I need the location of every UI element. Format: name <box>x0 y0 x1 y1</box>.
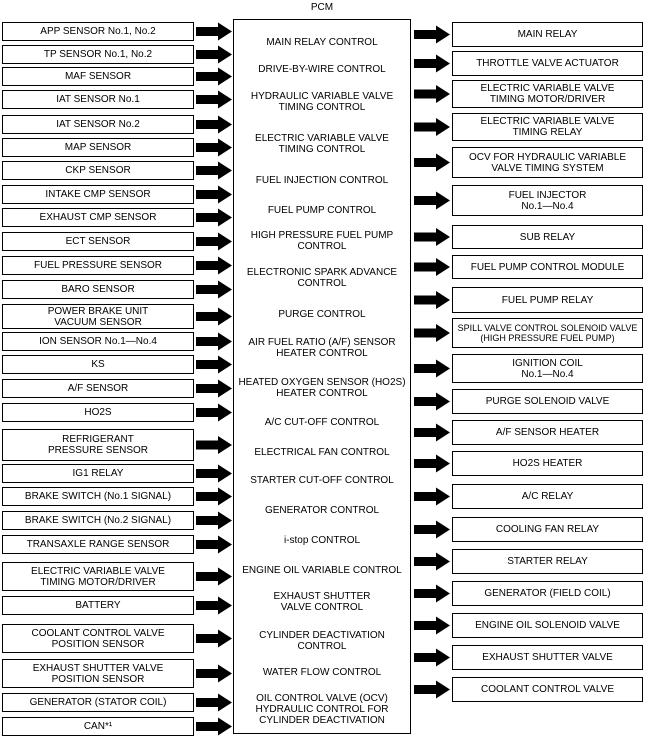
input-arrow <box>196 488 232 506</box>
input-arrow <box>196 68 232 86</box>
pcm-control-function: HYDRAULIC VARIABLE VALVE TIMING CONTROL <box>250 91 394 113</box>
input-arrow <box>196 162 232 180</box>
pcm-control-function: HIGH PRESSURE FUEL PUMP CONTROL <box>250 230 394 252</box>
pcm-control-function: ELECTRONIC SPARK ADVANCE CONTROL <box>246 267 398 289</box>
output-box: ELECTRIC VARIABLE VALVE TIMING RELAY <box>452 113 643 141</box>
output-arrow <box>414 85 450 103</box>
input-box: ECT SENSOR <box>2 232 194 251</box>
input-box: BATTERY <box>2 596 194 615</box>
input-arrow <box>196 694 232 712</box>
output-arrow <box>414 26 450 44</box>
output-arrow <box>414 455 450 473</box>
input-arrow <box>196 665 232 683</box>
output-arrow <box>414 617 450 635</box>
input-arrow <box>196 308 232 326</box>
pcm-control-function: FUEL PUMP CONTROL <box>267 205 377 216</box>
output-box: OCV FOR HYDRAULIC VARIABLE VALVE TIMING SYSTEM <box>452 147 643 178</box>
input-box: REFRIGERANT PRESSURE SENSOR <box>2 429 194 461</box>
input-arrow <box>196 46 232 64</box>
input-arrow <box>196 536 232 554</box>
pcm-control-function: ENGINE OIL VARIABLE CONTROL <box>242 565 402 576</box>
output-box: COOLANT CONTROL VALVE <box>452 677 643 702</box>
output-arrow <box>414 228 450 246</box>
output-box: PURGE SOLENOID VALVE <box>452 389 643 414</box>
input-box: APP SENSOR No.1, No.2 <box>2 22 194 41</box>
output-arrow <box>414 154 450 172</box>
output-box: MAIN RELAY <box>452 22 643 47</box>
input-box: TP SENSOR No.1, No.2 <box>2 45 194 64</box>
output-arrow <box>414 118 450 136</box>
input-arrow <box>196 116 232 134</box>
input-box: ION SENSOR No.1—No.4 <box>2 332 194 351</box>
input-arrow <box>196 139 232 157</box>
output-box: SUB RELAY <box>452 225 643 249</box>
output-arrow <box>414 649 450 667</box>
output-box: EXHAUST SHUTTER VALVE <box>452 645 643 670</box>
input-box: BRAKE SWITCH (No.2 SIGNAL) <box>2 511 194 530</box>
pcm-control-function: FUEL INJECTION CONTROL <box>255 175 389 186</box>
input-arrow <box>196 333 232 351</box>
output-arrow <box>414 258 450 276</box>
pcm-control-function: STARTER CUT-OFF CONTROL <box>250 475 394 486</box>
output-box: STARTER RELAY <box>452 549 643 574</box>
output-arrow <box>414 324 450 342</box>
input-arrow <box>196 512 232 530</box>
output-box: FUEL PUMP RELAY <box>452 287 643 313</box>
output-arrow <box>414 488 450 506</box>
input-arrow <box>196 568 232 586</box>
output-arrow <box>414 585 450 603</box>
output-arrow <box>414 553 450 571</box>
output-arrow <box>414 192 450 210</box>
input-arrow <box>196 404 232 422</box>
input-arrow <box>196 630 232 648</box>
input-box: BRAKE SWITCH (No.1 SIGNAL) <box>2 487 194 506</box>
input-arrow <box>196 436 232 454</box>
output-box: A/C RELAY <box>452 484 643 509</box>
output-arrow <box>414 424 450 442</box>
output-box: A/F SENSOR HEATER <box>452 420 643 445</box>
pcm-control-function: ELECTRIC VARIABLE VALVE TIMING CONTROL <box>255 133 389 155</box>
output-arrow <box>414 55 450 73</box>
pcm-control-function: GENERATOR CONTROL <box>264 505 380 516</box>
output-box: SPILL VALVE CONTROL SOLENOID VALVE (HIGH PRESSURE FUEL PUMP) <box>452 318 643 348</box>
pcm-control-function: OIL CONTROL VALVE (OCV) HYDRAULIC CONTROL FOR CYLINDER DEACTIVATION <box>255 693 389 726</box>
input-arrow <box>196 233 232 251</box>
pcm-control-function: WATER FLOW CONTROL <box>262 667 382 678</box>
output-box: ENGINE OIL SOLENOID VALVE <box>452 613 643 638</box>
output-box: FUEL INJECTOR No.1—No.4 <box>452 185 643 216</box>
input-arrow <box>196 186 232 204</box>
pcm-control-function: EXHAUST SHUTTER VALVE CONTROL <box>273 591 371 613</box>
input-box: EXHAUST SHUTTER VALVE POSITION SENSOR <box>2 659 194 688</box>
output-arrow <box>414 360 450 378</box>
output-arrow <box>414 393 450 411</box>
input-arrow <box>196 23 232 41</box>
input-box: HO2S <box>2 403 194 422</box>
output-arrow <box>414 291 450 309</box>
pcm-control-function: A/C CUT-OFF CONTROL <box>264 417 380 428</box>
input-arrow <box>196 281 232 299</box>
pcm-control-function: HEATED OXYGEN SENSOR (HO2S) HEATER CONTROL <box>238 377 406 399</box>
output-box: IGNITION COIL No.1—No.4 <box>452 354 643 383</box>
input-arrow <box>196 465 232 483</box>
input-box: ELECTRIC VARIABLE VALVE TIMING MOTOR/DRIVER <box>2 562 194 591</box>
input-box: FUEL PRESSURE SENSOR <box>2 256 194 275</box>
output-box: GENERATOR (FIELD COIL) <box>452 581 643 606</box>
input-arrow <box>196 91 232 109</box>
input-arrow <box>196 209 232 227</box>
input-box: EXHAUST CMP SENSOR <box>2 208 194 227</box>
input-box: MAP SENSOR <box>2 138 194 157</box>
pcm-control-function: PURGE CONTROL <box>278 309 366 320</box>
input-arrow <box>196 356 232 374</box>
pcm-control-function: DRIVE-BY-WIRE CONTROL <box>258 64 386 75</box>
output-box: ELECTRIC VARIABLE VALVE TIMING MOTOR/DRIVER <box>452 80 643 108</box>
input-arrow <box>196 597 232 615</box>
input-arrow <box>196 718 232 736</box>
output-arrow <box>414 521 450 539</box>
input-box: GENERATOR (STATOR COIL) <box>2 693 194 712</box>
input-box: IAT SENSOR No.2 <box>2 115 194 134</box>
pcm-control-function: CYLINDER DEACTIVATION CONTROL <box>259 630 385 652</box>
output-box: FUEL PUMP CONTROL MODULE <box>452 255 643 279</box>
pcm-control-function: ELECTRICAL FAN CONTROL <box>254 447 390 458</box>
pcm-control-function: MAIN RELAY CONTROL <box>266 37 378 48</box>
input-box: COOLANT CONTROL VALVE POSITION SENSOR <box>2 624 194 653</box>
input-arrow <box>196 257 232 275</box>
input-box: A/F SENSOR <box>2 379 194 398</box>
output-box: HO2S HEATER <box>452 451 643 476</box>
pcm-control-function: i-stop CONTROL <box>283 535 361 546</box>
input-box: BARO SENSOR <box>2 280 194 299</box>
output-box: THROTTLE VALVE ACTUATOR <box>452 51 643 76</box>
input-box: POWER BRAKE UNIT VACUUM SENSOR <box>2 304 194 329</box>
input-box: IG1 RELAY <box>2 464 194 483</box>
pcm-title: PCM <box>310 2 334 13</box>
output-arrow <box>414 681 450 699</box>
output-box: COOLING FAN RELAY <box>452 517 643 542</box>
input-box: IAT SENSOR No.1 <box>2 90 194 109</box>
input-box: CAN*¹ <box>2 717 194 736</box>
input-box: MAF SENSOR <box>2 67 194 86</box>
input-box: TRANSAXLE RANGE SENSOR <box>2 535 194 554</box>
input-box: INTAKE CMP SENSOR <box>2 185 194 204</box>
input-arrow <box>196 380 232 398</box>
input-box: CKP SENSOR <box>2 161 194 180</box>
input-box: KS <box>2 355 194 374</box>
pcm-control-function: AIR FUEL RATIO (A/F) SENSOR HEATER CONTROL <box>248 337 396 359</box>
